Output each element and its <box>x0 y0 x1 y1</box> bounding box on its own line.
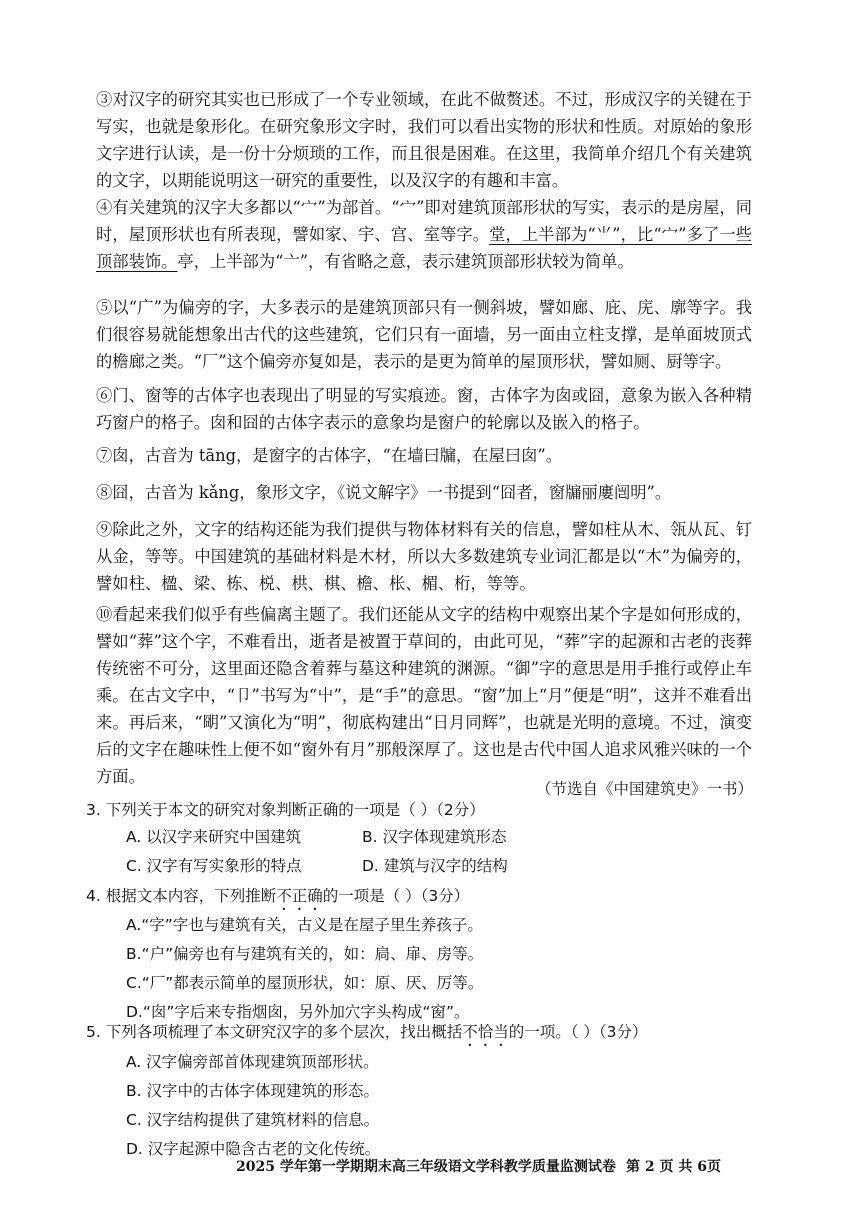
q4-stem-emphasis: 不正确 <box>276 887 323 905</box>
paragraph-4-text-a: ④有关建筑的汉字大多都以“宀”为部首。“宀”即对建筑顶部形状的写实，表示的是房屋，同时，屋顶形状也有所表现，譬如家、宇、宫、室等字。 <box>96 198 752 244</box>
q5-option-a[interactable]: A. 汉字偏旁部首体现建筑顶部形状。 <box>126 1053 379 1071</box>
q5-option-d[interactable]: D. 汉字起源中隐含古老的文化传统。 <box>126 1140 381 1158</box>
paragraph-3: ③对汉字的研究其实也已形成了一个专业领域，在此不做赘述。不过，形成汉字的关键在于写实，也就是象形化。在研究象形文字时，我们可以看出实物的形状和性质。对原始的象形文字进行认读，是一份十分烦琐的工作，而且很是困难。在这里，我简单介绍几个有关建筑的文字，以期能说明这一研究的重要性，以及汉字的有趣和丰富。 <box>96 90 752 190</box>
paragraph-4-text-b: 亭，上半部为“亠”，有省略之意，表示建筑顶部形状较为简单。 <box>177 252 634 271</box>
q4-option-a[interactable]: A.“字”字也与建筑有关，古义是在屋子里生养孩子。 <box>126 916 483 934</box>
q5-stem-text-end: 的一项。（ ）（3分） <box>508 1023 648 1041</box>
question-4-stem <box>86 883 766 914</box>
q5-option-b[interactable]: B. 汉字中的古体字体现建筑的形态。 <box>126 1082 379 1100</box>
question-3-options <box>126 823 766 881</box>
q4-stem-text-end: 的一项是（ ）（3分） <box>322 887 470 905</box>
paragraph-5: ⑤以“广”为偏旁的字，大多表示的是建筑顶部只有一侧斜坡，譬如廊、庇、庑、廓等字。我们很容易就能想象出古代的这些建筑，它们只有一面墙，另一面由立柱支撑，是单面坡顶式的檐廊之类。“厂”这个偏旁亦复如是，表示的是更为简单的屋顶形状，譬如厕、厨等字。 <box>96 298 752 371</box>
question-5-options <box>126 1048 766 1164</box>
footer-page-number: 第 2 页 共 6页 <box>626 1159 721 1175</box>
paragraph-7: ⑦囱，古音为 tāng，是窗字的古体字，“在墙曰牖，在屋曰囱”。 <box>96 446 563 465</box>
q4-option-d[interactable]: D.“囱”字后来专指烟囱，另外加穴字头构成“窗”。 <box>126 1003 470 1021</box>
paragraph-9: ⑨除此之外，文字的结构还能为我们提供与物体材料有关的信息，譬如柱从木、瓴从瓦、钉从金，等等。中国建筑的基础材料是木材，所以大多数建筑专业词汇都是以“木”为偏旁的，譬如柱、楹、梁、栋、棁、栱、棋、檐、枨、楣、桁，等等。 <box>96 520 752 593</box>
q5-stem-text: 5. 下列各项梳理了本文研究汉字的多个层次，找出概括 <box>86 1023 463 1041</box>
paragraph-10: ⑩看起来我们似乎有些偏离主题了。我们还能从文字的结构中观察出某个字是如何形成的，譬如“葬”这个字，不难看出，逝者是被置于草间的，由此可见，“葬”字的起源和古老的丧葬传统密不可分，这里面还隐含着葬与墓这种建筑的渊源。“御”字的意思是用手推行或停止车乘。在古文字中，“卩”书写为“屮”，是“手”的意思。“窗”加上“月”便是“明”，这并不难看出来。再后来，“朙”又演化为“明”，彻底构建出“日月同辉”，也就是光明的意境。不过，演变后的文字在趣味性上便不如“窗外有月”那般深厚了。这也是古代中国人追求风雅兴味的一个方面。 <box>96 605 752 786</box>
question-4-options <box>126 911 766 1027</box>
q4-option-c[interactable]: C.“厂”都表示简单的屋顶形状，如：原、厌、厉等。 <box>126 974 484 992</box>
q3-option-c[interactable]: C. 汉字有写实象形的特点 <box>126 857 302 875</box>
q3-option-a[interactable]: A. 以汉字来研究中国建筑 <box>126 828 302 846</box>
q4-stem-text: 4. 根据文本内容，下列推断 <box>86 887 277 905</box>
paragraph-4 <box>96 194 752 275</box>
footer-exam-title: 2025 学年第一学期期末高三年级语文学科教学质量监测试卷 <box>236 1159 616 1175</box>
paragraph-4-underlined: 堂，上半部为“⺌”，比“宀”多了一些顶部装饰。 <box>96 225 753 271</box>
source-note: （节选自《中国建筑史》一书） <box>535 780 753 798</box>
paragraph-8: ⑧囧，古音为 kǎng，象形文字，《说文解字》一书提到“囧者，窗牖丽廔闿明”。 <box>96 483 672 502</box>
question-3-stem: 3. 下列关于本文的研究对象判断正确的一项是（ ）（2分） <box>86 801 485 819</box>
q3-option-b[interactable]: B. 汉字体现建筑形态 <box>362 828 507 846</box>
paragraph-6: ⑥门、窗等的古体字也表现出了明显的写实痕迹。窗，古体字为囱或囧，意象为嵌入各种精巧窗户的格子。囱和囧的古体字表示的意象均是窗户的轮廓以及嵌入的格子。 <box>96 386 752 432</box>
q3-option-d[interactable]: D. 建筑与汉字的结构 <box>362 857 508 875</box>
q5-stem-emphasis: 不恰当 <box>462 1023 509 1041</box>
q4-option-b[interactable]: B.“户”偏旁也有与建筑有关的，如：扃、扉、房等。 <box>126 945 484 963</box>
q5-option-c[interactable]: C. 汉字结构提供了建筑材料的信息。 <box>126 1111 380 1129</box>
question-5-stem <box>86 1019 766 1050</box>
